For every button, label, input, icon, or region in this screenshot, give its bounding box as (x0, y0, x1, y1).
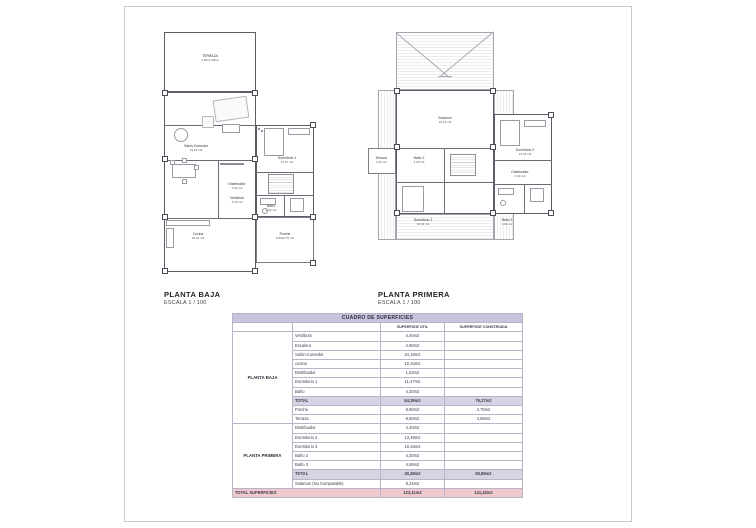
row-name: Baño 2 (293, 452, 381, 461)
row-construida (445, 479, 523, 488)
staircase-main (258, 128, 260, 130)
room-label-bano (258, 204, 284, 212)
room-label-dormitorio-3 (400, 218, 446, 226)
row-construida (445, 369, 523, 378)
table-row-grand-total (233, 488, 523, 497)
row-util: 9,50m2 (381, 406, 445, 415)
room-area: 1.62 m2 (231, 186, 243, 191)
row-construida (445, 461, 523, 470)
row-construida (445, 350, 523, 359)
row-name: Baño 3 (293, 461, 381, 470)
table-row (233, 332, 523, 341)
kitchen-counter (166, 220, 210, 226)
table-title-row (233, 314, 523, 323)
room-area: 10.31 m2 (438, 120, 452, 125)
room-area: 10.34 m2 (416, 222, 430, 227)
row-util: 10,34m2 (381, 360, 445, 369)
partition-f (524, 184, 525, 214)
table-title: CUADRO DE SUPERFICIES (233, 314, 523, 323)
header-blank-2 (293, 323, 381, 332)
row-construida: 4,75m2 (445, 406, 523, 415)
partition-3 (218, 160, 219, 218)
room-label-salon-comedor (170, 144, 222, 152)
column (310, 214, 316, 220)
bed (264, 128, 284, 156)
column (252, 90, 258, 96)
grand-total-label: TOTAL SUPERFICIES (233, 488, 381, 497)
room-area: 4.30 m2 (265, 208, 277, 213)
round-table (174, 128, 188, 142)
stair-flight (268, 174, 294, 194)
room-area: 13.49 m2 (518, 152, 532, 157)
row-name: Salón-Comedor (293, 350, 381, 359)
row-construida (445, 387, 523, 396)
bed-upper-2 (500, 120, 520, 146)
row-util: 24,19m2 (381, 350, 445, 359)
room-area: 11.47 m2 (280, 160, 294, 165)
partition-1 (164, 160, 256, 161)
dining-chair (170, 160, 175, 165)
dining-chair (194, 165, 199, 170)
room-area: 4.40 m2 (231, 200, 243, 205)
room-label-terraza (172, 54, 248, 62)
plan-title-planta-primera: PLANTA PRIMERA (378, 290, 450, 299)
row-util: 9,24m2 (381, 479, 445, 488)
row-util: 40,28m2 (381, 470, 445, 479)
partition-6 (284, 195, 285, 217)
bed-upper (402, 186, 424, 212)
row-construida (445, 433, 523, 442)
row-construida: 76,27m2 (445, 396, 523, 405)
row-name: TOTAL (293, 396, 381, 405)
room-area: 4.30 m2 (413, 160, 425, 165)
room-name: Dormitorio 1 (277, 156, 297, 160)
row-name: Distribuidor (293, 424, 381, 433)
dining-chair (182, 179, 187, 184)
room-label-porche (262, 232, 308, 240)
table-row (233, 424, 523, 433)
row-construida: 50,89m2 (445, 470, 523, 479)
room-name: Baño 3 (501, 218, 513, 222)
plan-planta-baja (158, 32, 358, 306)
coffee-table (222, 124, 240, 133)
column (394, 144, 400, 150)
section-label-planta-primera: PLANTA PRIMERA (233, 424, 293, 488)
column (548, 112, 554, 118)
wardrobe-upper (524, 120, 546, 127)
row-util: 13,49m2 (381, 433, 445, 442)
row-util: 4,30m2 (381, 387, 445, 396)
bath-fixture-upper (498, 188, 514, 195)
row-name: Terraza (293, 415, 381, 424)
row-name: Dormitorio 2 (293, 433, 381, 442)
room-label-dormitorio-1 (262, 156, 312, 164)
row-util: 4,40m2 (381, 332, 445, 341)
column (490, 210, 496, 216)
row-name: TOTAL (293, 470, 381, 479)
row-util: 9,60m2 (381, 415, 445, 424)
stair-flight-upper (450, 154, 476, 176)
roof-ridge (438, 76, 452, 77)
section-label-planta-baja: PLANTA BAJA (233, 332, 293, 424)
room-area: 10.34 m2 (191, 236, 205, 241)
surface-table-wrapper (232, 313, 522, 498)
room-label-vestibulo (218, 196, 256, 204)
header-superficie-construida: SUPERFICIE CONSTRUIDA (445, 323, 523, 332)
shower-upper (530, 188, 544, 202)
room-name: Vestíbulo (230, 196, 244, 200)
row-name: Baño (293, 387, 381, 396)
row-name: Solarium (No Computable) (293, 479, 381, 488)
roof-top (396, 32, 494, 90)
room-area: 4.69 m2 (501, 222, 513, 227)
row-name: Dormitorio 1 (293, 378, 381, 387)
column (310, 122, 316, 128)
row-name: Escalera (293, 341, 381, 350)
column (394, 210, 400, 216)
dining-table (172, 164, 196, 178)
plan-title-planta-baja: PLANTA BAJA (164, 290, 221, 299)
table-header-row (233, 323, 523, 332)
row-util: 4,40m2 (381, 424, 445, 433)
partition-e (494, 184, 552, 185)
row-util: 10,34m2 (381, 442, 445, 451)
row-name: cocina (293, 360, 381, 369)
header-blank-1 (233, 323, 293, 332)
room-name: Distribuidor (511, 170, 529, 174)
row-name: Porche (293, 406, 381, 415)
wardrobe (288, 128, 310, 135)
plan-planta-primera (375, 32, 578, 306)
column (252, 214, 258, 220)
room-label-distribuidor-upper (498, 170, 542, 178)
dining-chair (182, 158, 187, 163)
header-superficie-util: SUPERFICIE ÚTIL (381, 323, 445, 332)
room-name: Porche (279, 232, 291, 236)
column (252, 268, 258, 274)
grand-total-construida: 141,32m2 (445, 488, 523, 497)
column (394, 88, 400, 94)
room-area: 1.91 m2 (375, 160, 387, 165)
room-area: 9.60x1.00m2 (201, 58, 219, 63)
row-name: Dormitorio 3 (293, 442, 381, 451)
room-label-bano-2 (404, 156, 434, 164)
room-name: TERRAZA (202, 54, 218, 58)
room-name: Cocina (192, 232, 204, 236)
row-util: 4,30m2 (381, 452, 445, 461)
room-label-bano-3 (490, 218, 524, 226)
room-name: Baño (267, 204, 275, 208)
column (490, 88, 496, 94)
shower (290, 198, 304, 212)
grand-total-util: 123,11m2 (381, 488, 445, 497)
row-construida (445, 360, 523, 369)
row-util: 4,69m2 (381, 461, 445, 470)
room-label-distribuidor (220, 182, 254, 190)
row-util: 11,47m2 (381, 378, 445, 387)
room-name: Distribuidor (228, 182, 246, 186)
partition-d (494, 160, 552, 161)
plan-scale-planta-primera: ESCALA 1 / 100 (378, 300, 421, 306)
room-name: Salón-Comedor (184, 144, 208, 148)
row-construida (445, 442, 523, 451)
row-construida (445, 378, 523, 387)
room-area: 24.19 m2 (189, 148, 203, 153)
staircase (220, 163, 244, 165)
sofa (213, 96, 250, 123)
row-construida (445, 452, 523, 461)
kitchen-unit (166, 228, 174, 248)
row-construida (445, 424, 523, 433)
column (162, 268, 168, 274)
column (490, 144, 496, 150)
room-name: Baño 2 (413, 156, 425, 160)
column (162, 156, 168, 162)
room-area: 4.40 m2 (514, 174, 526, 179)
staircase-ground (261, 130, 263, 132)
room-name: Dormitorio 2 (515, 148, 535, 152)
row-construida (445, 341, 523, 350)
room-name: Terraza (375, 156, 387, 160)
column (548, 210, 554, 216)
room-label-dormitorio-2 (500, 148, 550, 156)
row-construida: 4,68m2 (445, 415, 523, 424)
column (310, 260, 316, 266)
plan-scale-planta-baja: ESCALA 1 / 100 (164, 300, 207, 306)
row-util: 4,90m2 (381, 341, 445, 350)
room-label-solarium (420, 116, 470, 124)
room-area: 9.50x0.70 m2 (275, 236, 295, 241)
room-label-cocina (178, 232, 218, 240)
armchair (202, 116, 214, 128)
row-construida (445, 332, 523, 341)
wc-upper (500, 200, 506, 206)
row-name: Vestíbulo (293, 332, 381, 341)
partition-4 (256, 172, 314, 173)
row-util: 64,39m2 (381, 396, 445, 405)
column (162, 90, 168, 96)
row-util: 1,62m2 (381, 369, 445, 378)
surface-table (232, 313, 523, 498)
column (252, 156, 258, 162)
room-name: Solarium (438, 116, 452, 120)
row-name: Distribuidor (293, 369, 381, 378)
room-name: Dormitorio 3 (413, 218, 433, 222)
room-label-terraza-small (366, 156, 396, 164)
partition-c (444, 148, 445, 214)
partition-2 (164, 218, 256, 219)
